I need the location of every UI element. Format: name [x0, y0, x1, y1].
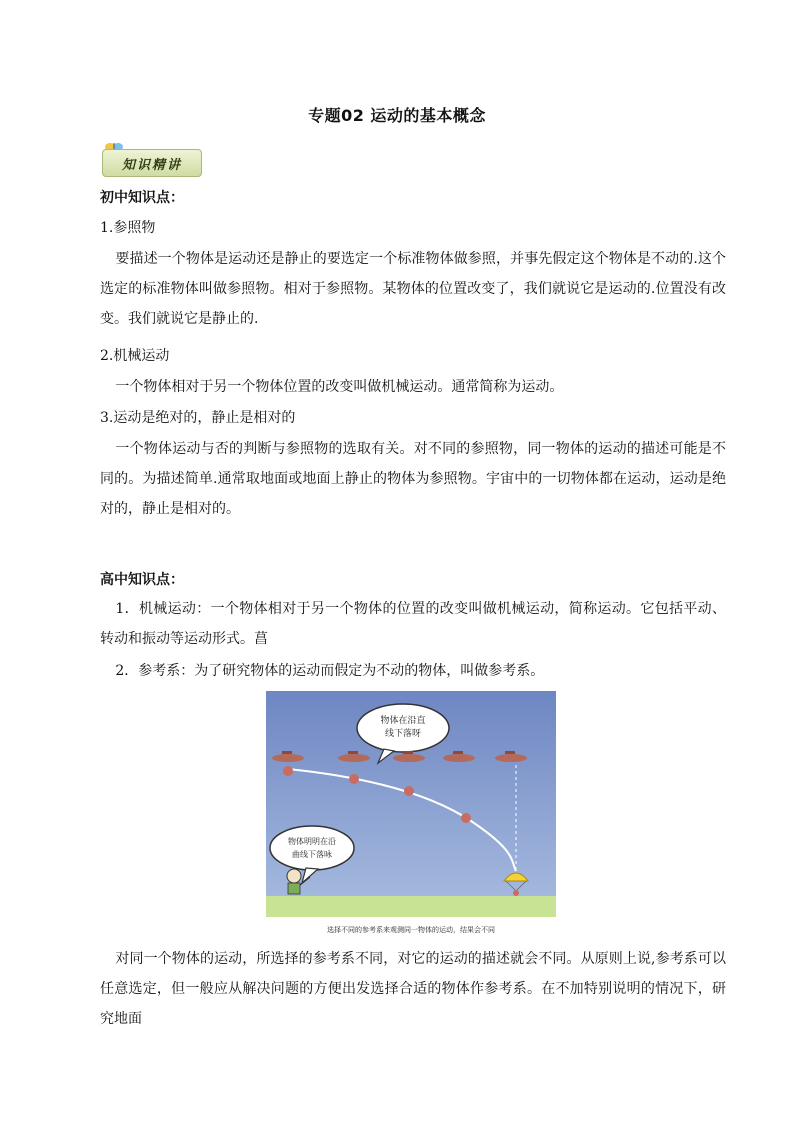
- figure-caption: 选择不同的参考系来观测同一物体的运动，结果会不同: [327, 926, 495, 934]
- section-2-paragraph: 一个物体相对于另一个物体位置的改变叫做机械运动。通常简称为运动。: [115, 379, 564, 395]
- page-title: 专题02 运动的基本概念: [308, 106, 486, 125]
- senior-heading: 高中知识点：: [100, 572, 184, 588]
- reference-frame-illustration: [266, 691, 556, 917]
- bubble-top-line-1: 物体在沿直: [380, 716, 426, 726]
- section-1-paragraph: 要描述一个物体是运动还是静止的要选定一个标准物体做参照，并事先假定这个物体是不动的.这个选定的标准物体叫做参照物。相对于参照物。某物体的位置改变了，我们就说它是运动的.位置没有改变。我们就说它是静止的.: [100, 251, 726, 327]
- section-3-title: 3.运动是绝对的，静止是相对的: [100, 410, 296, 426]
- section-badge: [100, 143, 202, 177]
- falling-object-icon: [349, 774, 359, 784]
- senior-paragraph-2: 2．参考系：为了研究物体的运动而假定为不动的物体，叫做参考系。: [115, 663, 545, 679]
- section-1-title: 1.参照物: [100, 220, 156, 236]
- bubble-left-line-1: 物体明明在沿: [288, 837, 336, 846]
- junior-heading: 初中知识点：: [100, 190, 184, 206]
- section-3-paragraph: 一个物体运动与否的判断与参照物的选取有关。对不同的参照物，同一物体的运动的描述可能是不同的。为描述简单.通常取地面或地面上静止的物体为参照物。宇宙中的一切物体都在运动，运动是绝对的，静止是相对的。: [100, 441, 726, 517]
- falling-object-icon: [461, 813, 471, 823]
- badge-label: 知识精讲: [102, 149, 202, 177]
- illustration-svg: [266, 691, 556, 917]
- falling-object-icon: [283, 766, 293, 776]
- senior-paragraph-1: 1．机械运动：一个物体相对于另一个物体的位置的改变叫做机械运动，简称运动。它包括平动、转动和振动等运动形式。菖: [100, 601, 726, 647]
- bubble-left-line-2: 曲线下落咏: [292, 850, 332, 859]
- falling-object-icon: [404, 786, 414, 796]
- bubble-top-line-2: 线下落呀: [384, 729, 422, 739]
- section-2-title: 2.机械运动: [100, 348, 170, 364]
- senior-paragraph-3: 对同一个物体的运动，所选择的参考系不同，对它的运动的描述就会不同。从原则上说,参考系可以任意选定，但一般应从解决问题的方便出发选择合适的物体作参考系。在不加特别说明的情况下，研究地面: [100, 951, 726, 1027]
